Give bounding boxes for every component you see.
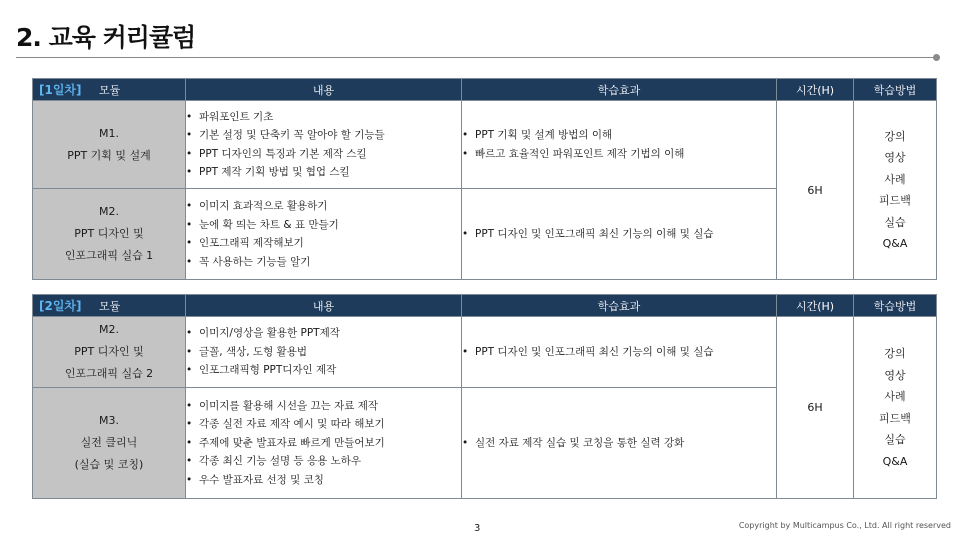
module-code: M1. [99,126,119,140]
method-item: Q&A [882,237,908,250]
method-cell [854,101,937,280]
method-item: 피드백 [879,194,911,207]
time-cell: 6H [777,317,854,499]
method-item: 실습 [884,215,906,229]
module-code: M2. [99,205,119,218]
copyright-notice: Copyright by Multicampus Co., Ltd. All right reserved [738,521,951,530]
module-title: 실전 클리닉 [80,436,138,449]
list-item: • PPT 디자인 및 인포그래픽 최신 기능의 이해 및 실습 [462,343,776,362]
list-item: • PPT 디자인의 특징과 기본 제작 스킬 [186,145,461,164]
day1-module-header [33,79,186,101]
module-title: (실습 및 코칭) [74,458,144,471]
content-cell [186,317,462,388]
content-cell [186,388,462,499]
method-item: 영상 [884,368,906,382]
list-item: • 기본 설정 및 단축키 꼭 알아야 할 기능들 [186,126,461,145]
module-cell [33,189,186,280]
method-item: 사례 [884,390,906,403]
divider-end-dot [933,54,940,61]
list-item: • 파워포인트 기초 [186,108,461,127]
content-cell [186,101,462,189]
time-cell: 6H [777,101,854,280]
list-item: • 이미지를 활용해 시선을 끄는 자료 제작 [186,397,461,416]
module-title: PPT 디자인 및 [74,227,144,240]
list-item: • 각종 최신 기능 설명 등 응용 노하우 [186,452,461,471]
effect-cell [462,189,777,280]
method-item: 사례 [884,172,906,186]
list-item: • 실전 자료 제작 실습 및 코칭을 통한 실력 강화 [462,434,776,453]
method-header: 학습방법 [854,295,937,317]
effect-cell [462,388,777,499]
list-item: • 눈에 확 띄는 차트 & 표 만들기 [186,216,461,235]
method-item: 강의 [884,129,906,143]
effect-cell [462,101,777,189]
list-item: • 이미지/영상을 활용한 PPT제작 [186,324,461,343]
module-title: PPT 디자인 및 [74,345,144,358]
list-item: • 인포그래픽 제작해보기 [186,234,461,253]
table-row [33,101,937,189]
module-header-label: 모듈 [99,84,121,97]
day1-tag: [1일차] [39,83,82,97]
list-item: • 이미지 효과적으로 활용하기 [186,197,461,216]
day2-module-header [33,295,186,317]
effect-header: 학습효과 [462,295,777,317]
page-title: 2. 교육 커리큘럼 [16,23,196,52]
content-cell [186,189,462,280]
module-title: 인포그래픽 실습 2 [64,367,154,380]
title-divider [16,57,934,58]
module-cell [33,317,186,388]
page-number: 3 [474,523,481,534]
module-code: M3. [99,414,119,427]
list-item: • PPT 기획 및 설계 방법의 이해 [462,126,776,145]
method-item: 피드백 [879,411,911,425]
content-header: 내용 [186,79,462,101]
time-header: 시간(H) [777,79,854,101]
method-item: 강의 [884,347,906,360]
day1-curriculum-table [32,78,937,280]
time-header: 시간(H) [777,295,854,317]
effect-header: 학습효과 [462,79,777,101]
list-item: • 인포그래픽형 PPT디자인 제작 [186,361,461,380]
list-item: • 주제에 맞춘 발표자료 빠르게 만들어보기 [186,434,461,453]
table-row [33,317,937,388]
module-title: 인포그래픽 실습 1 [64,249,154,262]
effect-cell [462,317,777,388]
module-cell [33,101,186,189]
list-item: • PPT 디자인 및 인포그래픽 최신 기능의 이해 및 실습 [462,225,776,244]
method-header: 학습방법 [854,79,937,101]
method-cell [854,317,937,499]
day2-curriculum-table [32,294,937,499]
list-item: • 각종 실전 자료 제작 예시 및 따라 해보기 [186,415,461,434]
method-item: 영상 [884,151,906,164]
content-header: 내용 [186,295,462,317]
list-item: • 글꼴, 색상, 도형 활용법 [186,343,461,362]
list-item: • 꼭 사용하는 기능들 알기 [186,253,461,272]
list-item: • PPT 제작 기획 방법 및 협업 스킬 [186,163,461,182]
list-item: • 우수 발표자료 선정 및 코칭 [186,471,461,490]
module-code: M2. [99,323,119,336]
method-item: Q&A [882,454,908,468]
module-cell [33,388,186,499]
day2-tag: [2일차] [39,299,82,313]
method-item: 실습 [884,433,906,446]
module-title: PPT 기획 및 설계 [67,148,151,162]
list-item: • 빠르고 효율적인 파워포인트 제작 기법의 이해 [462,145,776,164]
module-header-label: 모듈 [99,300,121,313]
